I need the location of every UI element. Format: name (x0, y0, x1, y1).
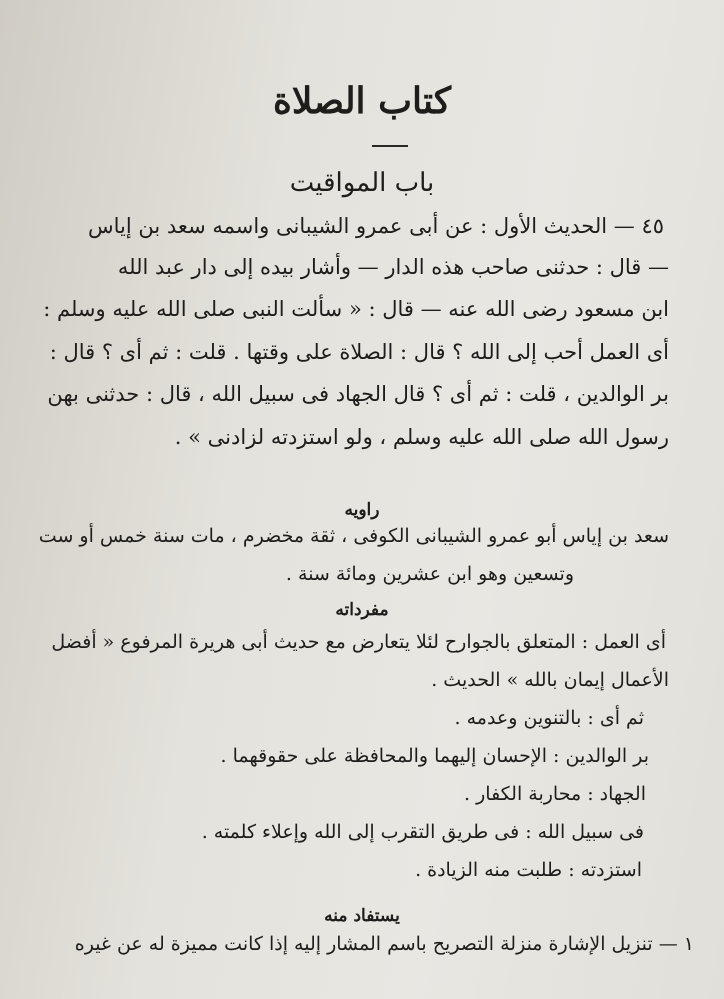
hadith-line: بر الوالدين ، قلت : ثم أى ؟ قال الجهاد فى سبيل الله ، قال : حدثنى بهن (47, 382, 669, 406)
vocab-line: فى سبيل الله : فى طريق التقرب إلى الله وإعلاء كلمته . (201, 821, 644, 843)
vocab-line: الأعمال إيمان بالله » الحديث . (431, 669, 669, 691)
title-divider (372, 145, 408, 147)
vocab-line: ثم أى : بالتنوين وعدمه . (454, 707, 644, 729)
narrator-heading: راويه (344, 500, 380, 520)
vocab-line: استزدته : طلبت منه الزيادة . (415, 859, 642, 881)
benefit-line: ١ — تنزيل الإشارة منزلة التصريح باسم المشار إليه إذا كانت مميزة له عن غيره (74, 933, 694, 955)
vocab-line: أى العمل : المتعلق بالجوارح لئلا يتعارض مع حديث أبى هريرة المرفوع « أفضل (51, 631, 666, 653)
hadith-line: رسول الله صلى الله عليه وسلم ، ولو استزدته لزادنى » . (174, 425, 669, 449)
narrator-line: سعد بن إياس أبو عمرو الشيبانى الكوفى ، ثقة مخضرم ، مات سنة خمس أو ست (38, 525, 669, 547)
benefits-heading: يستفاد منه (324, 906, 400, 926)
chapter-title: باب المواقيت (289, 168, 435, 198)
vocab-heading: مفرداته (335, 600, 389, 620)
book-title: كتاب الصلاة (273, 80, 451, 122)
hadith-line: ابن مسعود رضى الله عنه — قال : « سألت النبى صلى الله عليه وسلم : (43, 297, 669, 321)
vocab-line: الجهاد : محاربة الكفار . (464, 783, 646, 805)
vocab-line: بر الوالدين : الإحسان إليهما والمحافظة على حقوقهما . (220, 745, 649, 767)
narrator-line: وتسعين وهو ابن عشرين ومائة سنة . (285, 563, 574, 585)
hadith-line: ٤٥ — الحديث الأول : عن أبى عمرو الشيبانى واسمه سعد بن إياس (88, 214, 664, 238)
hadith-line: أى العمل أحب إلى الله ؟ قال : الصلاة على وقتها . قلت : ثم أى ؟ قال : (49, 340, 669, 364)
hadith-line: — قال : حدثنى صاحب هذه الدار — وأشار بيده إلى دار عبد الله (117, 255, 669, 279)
